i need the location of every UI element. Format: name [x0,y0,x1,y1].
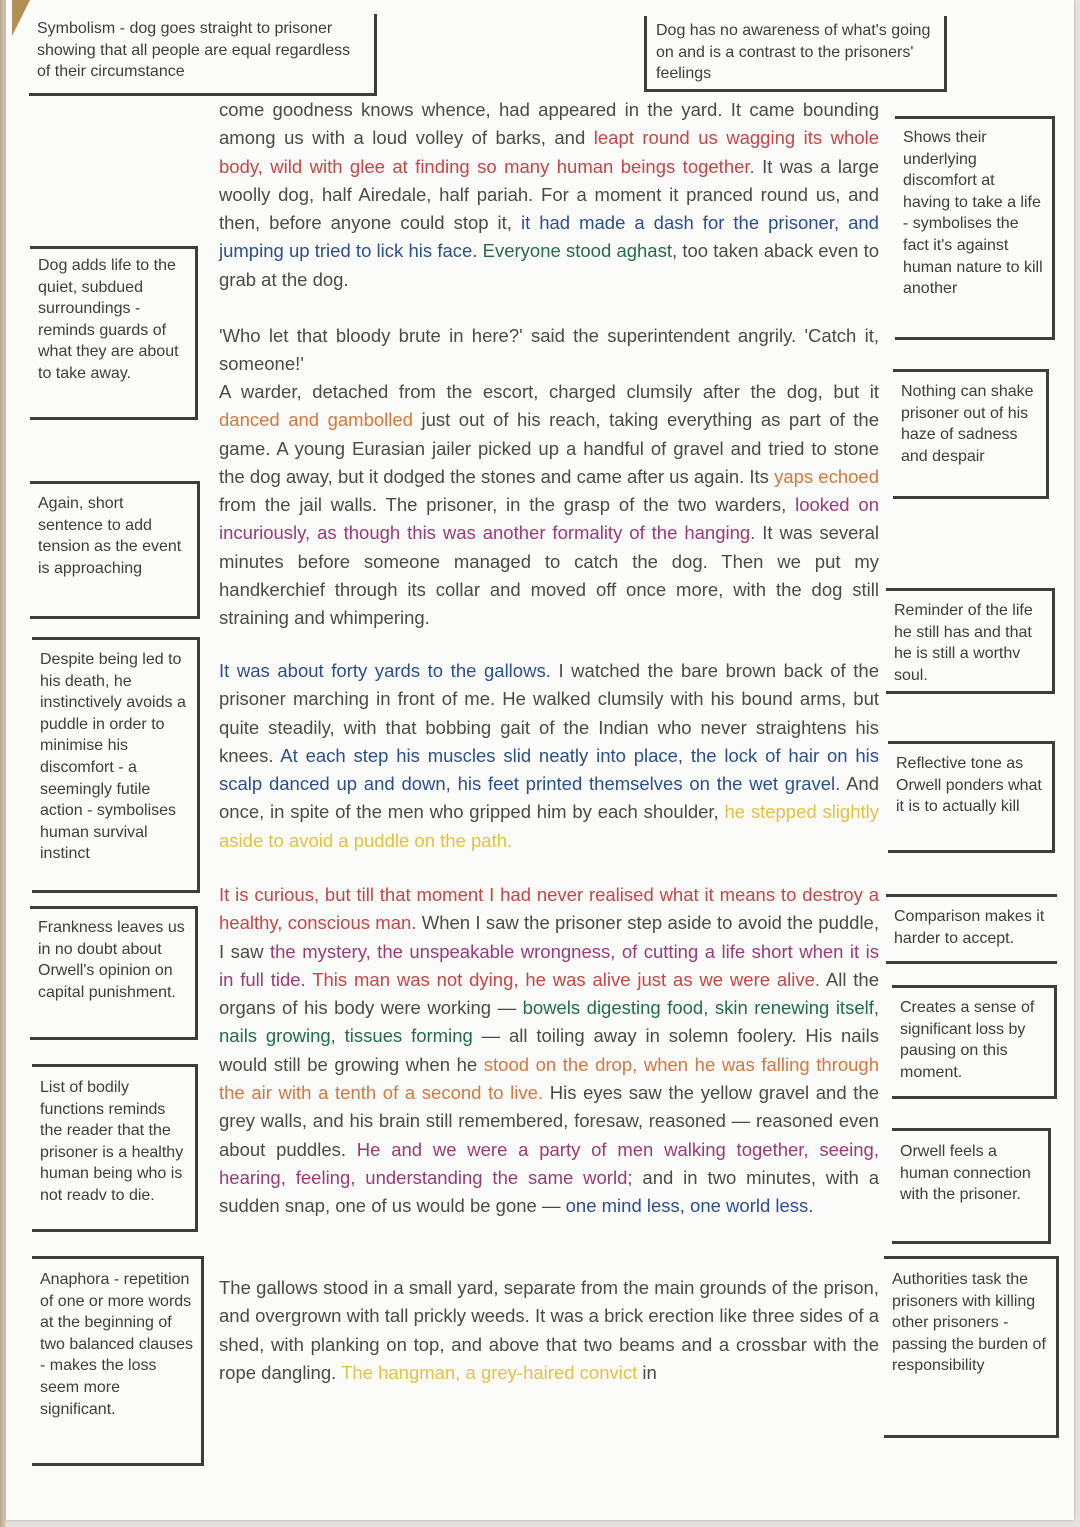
text-run: come goodness knows whence, had appeared in the yard. It came bounding among us with a loud volley of barks, and [219,99,879,149]
highlight-purple: the mystery, the unspeakable wrongness, of cutting a life short when it is in full tide. [219,940,879,990]
note-nothing-can-shake [893,369,1049,499]
text-run: And once, in spite of the men who gripped him by each shoulder, [219,773,879,823]
highlight-orange: danced and gambolled [219,409,413,431]
folded-corner [12,0,30,36]
paragraph-2 [219,322,879,379]
note-underlying-discomfort-text: Shows their underlying discomfort at having to take a life - symbolises the fact it's against human nature to kill another [903,129,1043,298]
text-run: A warder, detached from the escort, charged clumsily after the dog, but it [219,381,879,402]
note-list-bodily [32,1064,198,1232]
highlight-yellow: he stepped slightly aside to avoid a puddle on the path. [219,801,879,851]
highlight-blue: It was about forty yards to the gallows. [219,660,551,681]
highlight-yellow: The hangman, a grey-haired convict [341,1361,638,1383]
text-run: , too taken aback even to grab at the dog. [219,240,879,290]
note-human-connection-text: Orwell feels a human connection with the prisoner. [900,1143,1031,1204]
text-run: and in two minutes, with a sudden snap, one of us would be gone — [219,1166,879,1217]
note-frankness [30,906,198,1040]
highlight-blue: one mind less, one world less. [565,1195,814,1217]
paragraph-5 [219,881,879,1221]
note-no-awareness-text: Dog has no awareness of what's going on and is a contrast to the prisoners' feelings [656,22,931,83]
highlight-blue: At each step his muscles slid neatly into place, the lock of hair on his scalp danced up and down, his feet printed themselves on the wet gravel. [219,744,879,795]
paragraph-1 [219,96,879,294]
highlight-blue: it had made a dash for the prisoner, and jumping up tried to lick his face. [219,212,879,262]
highlight-purple: looked on incuriously, as though this was another formality of the hanging. [219,494,879,544]
note-despite-being-led [32,637,200,893]
note-reflective-tone-text: Reflective tone as Orwell ponders what it is to actually kill [896,755,1042,816]
highlight-purple: He and we were a party of men walking together, seeing, hearing, feeling, understanding the same world; [219,1138,879,1188]
text-run: — all toiling away in solemn foolery. His nails would still be growing when he [219,1025,879,1075]
highlight-red: This man was not dying, he was alive just as we were alive. [312,968,821,990]
text-run: It was a large woolly dog, half Airedale, half pariah. For a moment it pranced round us, and then, before anyone could stop it, [219,155,879,234]
note-short-sentence [30,481,200,619]
note-anaphora [32,1256,204,1466]
note-authorities [884,1256,1059,1438]
note-list-bodily-text: List of bodily functions reminds the reader that the prisoner is a healthy human being who is not readv to die. [40,1079,184,1204]
note-nothing-can-shake-text: Nothing can shake prisoner out of his haze of sadness and despair [901,383,1034,465]
note-reflective-tone [888,741,1055,853]
note-frankness-text: Frankness leaves us in no doubt about Orwell's opinion on capital punishment. [38,919,185,1001]
note-comparison [886,894,1057,964]
note-symbolism [29,14,377,96]
text-run: When I saw the prisoner step aside to avoid the puddle, I saw [219,912,879,962]
note-dog-adds-life-text: Dog adds life to the quiet, subdued surroundings - reminds guards of what they are about to take away. [38,257,179,382]
note-symbolism-text: Symbolism - dog goes straight to prisoner showing that all people are equal regardless of their circumstance [37,20,351,81]
note-anaphora-text: Anaphora - repetition of one or more words at the beginning of two balanced clauses - makes the loss seem more significant. [40,1271,193,1418]
text-run: in [637,1361,657,1383]
note-reminder-of-life-text: Reminder of the life he still has and that he is still a worthv soul. [894,602,1033,684]
text-run: 'Who let that bloody brute in here?' said the superintendent angrily. 'Catch it, someone!' [219,325,879,375]
paragraph-4 [219,657,879,855]
note-short-sentence-text: Again, short sentence to add tension as the event is approaching [38,495,182,577]
highlight-green: Everyone stood aghast [482,240,672,262]
highlight-green: bowels digesting food, skin renewing itself, nails growing, tissues forming [219,997,879,1047]
text-run: I watched the bare brown back of the prisoner marching in front of me. He walked clumsily with his bound arms, but quite steadily, with that bobbing gait of the Indian who never straightens his knees. [219,660,879,766]
highlight-orange: stood on the drop, when he was falling through the air with a tenth of a second to live. [219,1053,879,1104]
note-authorities-text: Authorities task the prisoners with killing other prisoners - passing the burden of responsibility [892,1271,1046,1375]
highlight-red: It is curious, but till that moment I had never realised what it means to destroy a healthy, conscious man. [219,884,879,934]
highlight-red: leapt round us wagging its whole body, wild with glee at finding so many human beings together. [219,127,880,177]
note-dog-adds-life [30,246,198,420]
text-run: from the jail walls. The prisoner, in the grasp of the two warders, [219,494,796,516]
note-comparison-text: Comparison makes it harder to accept. [894,908,1045,947]
paragraph-6 [219,1274,879,1387]
note-underlying-discomfort [895,116,1055,340]
text-run: The gallows stood in a small yard, separate from the main grounds of the prison, and overgrown with tall prickly weeds. It was a brick erection like three sides of a shed, with planking on top, and above that two beams and a crossbar with the rope dangling. [219,1277,879,1383]
text-run: just out of his reach, taking everything as part of the game. A young Eurasian jailer picked up a handful of gravel and tried to stone the dog away, but it dodged the stones and came after us again. Its [219,409,879,487]
paragraph-3 [219,378,879,633]
note-human-connection [892,1128,1051,1244]
annotated-page [6,0,1074,1520]
note-significant-loss [892,985,1057,1099]
highlight-orange: yaps echoed [774,465,879,487]
text-run: His eyes saw the yellow gravel and the grey walls, and his brain still remembered, foresaw, reasoned — reasoned even about puddles. [219,1082,879,1160]
note-despite-being-led-text: Despite being led to his death, he instinctively avoids a puddle in order to minimise his discomfort - a seemingly futile action - symbolises human survival instinct [40,651,186,863]
text-run: All the organs of his body were working — [219,968,879,1019]
text-run: It was several minutes before someone managed to catch the dog. Then we put my handkerchief through its collar and moved off once more, with the dog still straining and whimpering. [219,522,879,629]
note-reminder-of-life [886,588,1055,694]
note-no-awareness [644,16,947,92]
note-significant-loss-text: Creates a sense of significant loss by pausing on this moment. [900,999,1035,1081]
